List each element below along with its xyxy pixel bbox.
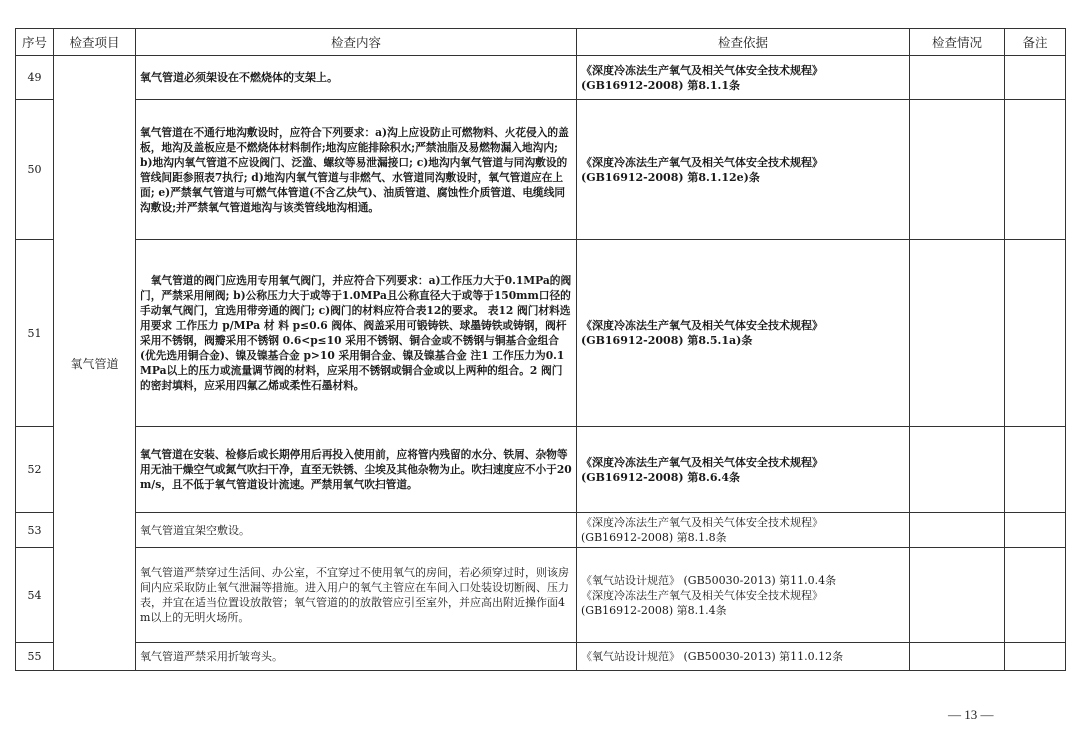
check-basis [577, 643, 910, 671]
header-basis: 检查依据 [577, 29, 910, 56]
inspection-item-category: 氧气管道 [54, 56, 136, 671]
header-content: 检查内容 [136, 29, 577, 56]
remark-cell[interactable] [1005, 100, 1066, 240]
basis-line: 《深度冷冻法生产氧气及相关气体安全技术规程》 [581, 319, 823, 332]
basis-line: (GB16912-2008) 第8.5.1a)条 [581, 334, 753, 347]
check-status-cell[interactable] [910, 427, 1005, 513]
row-number: 53 [16, 513, 54, 548]
inspection-table [15, 28, 1066, 671]
check-basis [577, 240, 910, 427]
row-number: 55 [16, 643, 54, 671]
basis-line: 《深度冷冻法生产氧气及相关气体安全技术规程》 [581, 455, 823, 469]
remark-cell[interactable] [1005, 643, 1066, 671]
basis-line: (GB16912-2008) 第8.1.8条 [581, 531, 727, 544]
check-basis [577, 548, 910, 643]
check-status-cell[interactable] [910, 56, 1005, 100]
table-header-row [16, 29, 1066, 56]
remark-cell[interactable] [1005, 240, 1066, 427]
check-status-cell[interactable] [910, 643, 1005, 671]
check-status-cell[interactable] [910, 240, 1005, 427]
basis-line: 《深度冷冻法生产氧气及相关气体安全技术规程》 [581, 63, 823, 77]
basis-line: 《氧气站设计规范》 (GB50030-2013) 第11.0.12条 [581, 650, 844, 663]
basis-line: 《氧气站设计规范》 (GB50030-2013) 第11.0.4条 [581, 573, 837, 587]
header-status: 检查情况 [910, 29, 1005, 56]
header-remark: 备注 [1005, 29, 1066, 56]
table-row [16, 513, 1066, 548]
check-basis [577, 56, 910, 100]
table-row [16, 548, 1066, 643]
check-status-cell[interactable] [910, 100, 1005, 240]
check-content: 氧气管道严禁采用折皱弯头。 [136, 643, 577, 671]
row-number: 54 [16, 548, 54, 643]
basis-line: 《深度冷冻法生产氧气及相关气体安全技术规程》 [581, 516, 823, 529]
page-number: — 13 — [948, 707, 994, 722]
basis-line: (GB16912-2008) 第8.1.12e)条 [581, 170, 760, 184]
basis-line: (GB16912-2008) 第8.1.1条 [581, 78, 741, 92]
remark-cell[interactable] [1005, 548, 1066, 643]
row-number: 52 [16, 427, 54, 513]
table-row [16, 240, 1066, 427]
check-content: 氧气管道必须架设在不燃烧体的支架上。 [136, 56, 577, 100]
header-item: 检查项目 [54, 29, 136, 56]
table-row [16, 643, 1066, 671]
table-row [16, 56, 1066, 100]
check-basis [577, 513, 910, 548]
basis-line: (GB16912-2008) 第8.6.4条 [581, 470, 741, 484]
check-basis [577, 427, 910, 513]
basis-line: 《深度冷冻法生产氧气及相关气体安全技术规程》 [581, 588, 823, 602]
check-content: 氧气管道严禁穿过生活间、办公室，不宜穿过不使用氧气的房间，若必须穿过时，则该房间内应采取防止氧气泄漏等措施。进入用户的氧气主管应在车间入口处装设切断阀、压力表，并宜在适当位置设放散管；氧气管道的的放散管应引至室外，并应高出附近操作面4m以上的无明火场所。 [136, 548, 577, 643]
remark-cell[interactable] [1005, 513, 1066, 548]
check-content: 氧气管道在安装、检修后或长期停用后再投入使用前，应将管内残留的水分、铁屑、杂物等用无油干燥空气或氮气吹扫干净，直至无铁锈、尘埃及其他杂物为止。吹扫速度应不小于20m/s，且不低于氧气管道设计流速。严禁用氧气吹扫管道。 [136, 427, 577, 513]
row-number: 49 [16, 56, 54, 100]
table-row [16, 100, 1066, 240]
remark-cell[interactable] [1005, 427, 1066, 513]
header-no: 序号 [16, 29, 54, 56]
check-content: 氧气管道的阀门应选用专用氧气阀门，并应符合下列要求：a)工作压力大于0.1MPa的阀门，严禁采用闸阀; b)公称压力大于或等于1.0MPa且公称直径大于或等于150mm口径的手动氧气阀门，宜选用带旁通的阀门; c)阀门的材料应符合表12的要求。 表12 阀门材料选用要求 工作压力 p/MPa 材 料 p≤0.6 阀体、阀盖采用可锻铸铁、球墨铸铁或铸钢，阀杆采用不锈钢，阀瓣采用不锈钢 0.6<p≤10 采用不锈钢、铜合金或不锈钢与铜基合金组合(优先选用铜合金)、镍及镍基合金 p>10 采用铜合金、镍及镍基合金 注1 工作压力为0.1MPa以上的压力或流量调节阀的材料，应采用不锈钢或铜合金或以上两种的组合。2 阀门的密封填料，应采用四氟乙烯或柔性石墨材料。 [136, 240, 577, 427]
row-number: 51 [16, 240, 54, 427]
check-status-cell[interactable] [910, 513, 1005, 548]
check-basis [577, 100, 910, 240]
check-status-cell[interactable] [910, 548, 1005, 643]
basis-line: (GB16912-2008) 第8.1.4条 [581, 603, 727, 617]
table-row [16, 427, 1066, 513]
check-content: 氧气管道宜架空敷设。 [136, 513, 577, 548]
check-content: 氧气管道在不通行地沟敷设时，应符合下列要求：a)沟上应设防止可燃物料、火花侵入的盖板，地沟及盖板应是不燃烧体材料制作;地沟应能排除积水;严禁油脂及易燃物漏入地沟内; b)地沟内氧气管道不应设阀门、泛滥、螺纹等易泄漏接口; c)地沟内氧气管道与同沟敷设的管线间距参照表7执行; d)地沟内氧气管道与非燃气、水管道同沟敷设时，氧气管道应在上面; e)严禁氧气管道与可燃气体管道(不含乙炔气)、油质管道、腐蚀性介质管道、电缆线同沟敷设;并严禁氧气管道地沟与该类管线地沟相通。 [136, 100, 577, 240]
remark-cell[interactable] [1005, 56, 1066, 100]
row-number: 50 [16, 100, 54, 240]
basis-line: 《深度冷冻法生产氧气及相关气体安全技术规程》 [581, 155, 823, 169]
